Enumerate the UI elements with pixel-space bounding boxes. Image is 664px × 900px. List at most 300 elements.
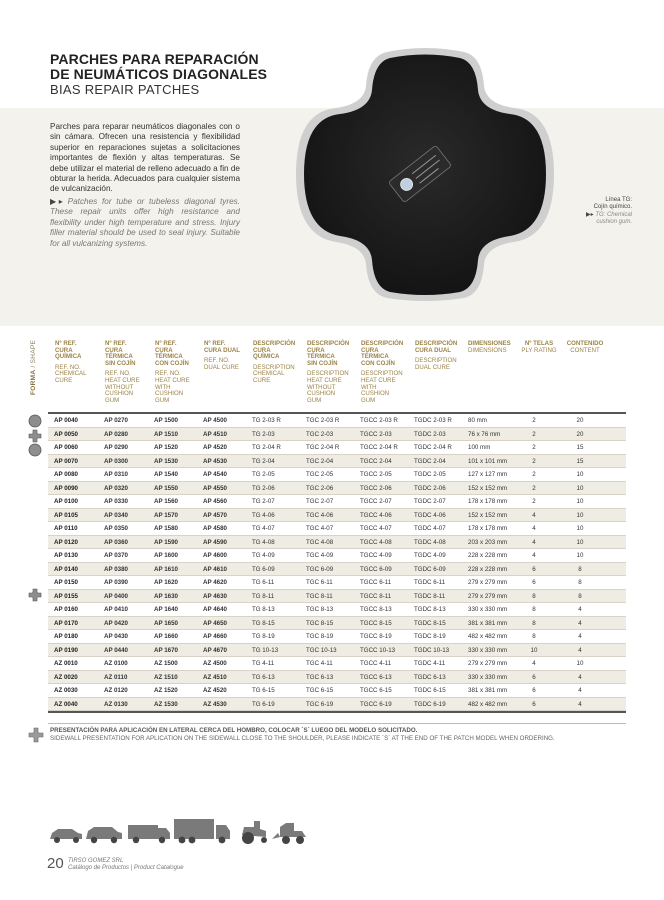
light-truck-icon <box>128 825 170 843</box>
table-cell: AP 1600 <box>154 552 178 559</box>
table-cell: 10 <box>576 552 584 559</box>
table-cell: AP 1590 <box>154 538 178 546</box>
table-cell: TG 6-09 <box>252 565 275 573</box>
table-cell: AP 0190 <box>54 646 78 654</box>
table-cell: TG 4-08 <box>252 538 275 546</box>
table-cell: TGCC 6-09 <box>360 565 392 573</box>
table-cell: AP 1640 <box>154 606 178 613</box>
table-cell: TGCC 2-03 <box>360 430 392 438</box>
table-cell: TG 2-07 <box>252 498 275 505</box>
table-cell: 330 x 330 mm <box>468 646 508 654</box>
table-cell: AP 0330 <box>104 498 128 505</box>
table-row <box>48 603 626 617</box>
table-cell: AP 0420 <box>104 619 128 627</box>
column-header-7 <box>415 341 457 371</box>
table-cell: TGDC 4-09 <box>414 552 446 559</box>
table-cell: TGCC 2-03 R <box>360 417 398 424</box>
table-cell: AP 1510 <box>154 430 178 438</box>
table-cell: AP 1530 <box>154 457 178 465</box>
table-cell: 10 <box>576 538 584 546</box>
table-cell: TGCC 2-04 R <box>360 444 398 451</box>
table-cell: AP 0100 <box>54 498 78 505</box>
column-header-5 <box>307 341 349 404</box>
table-cell: TGDC 4-08 <box>414 538 446 546</box>
suv-icon <box>86 827 122 843</box>
table-row <box>48 414 626 428</box>
caption-en-line2: cushion gum. <box>596 219 632 226</box>
table-row <box>48 590 626 604</box>
arrow-bullet-icon: ▶▸ <box>50 197 63 206</box>
product-table <box>48 412 626 713</box>
table-cell: AZ 1520 <box>154 687 178 694</box>
column-header-4 <box>253 341 295 385</box>
table-row <box>48 468 626 482</box>
table-cell: AP 4520 <box>203 444 227 451</box>
page-title-en: BIAS REPAIR PATCHES <box>50 82 200 97</box>
table-cell: AP 0440 <box>104 646 128 654</box>
table-cell: TGDC 2-04 <box>414 457 446 465</box>
table-cell: TG 4-06 <box>252 511 275 519</box>
column-header-es: Nº TELAS <box>524 340 554 347</box>
table-cell: AP 1500 <box>154 417 178 424</box>
table-cell: TGC 8-15 <box>306 619 334 627</box>
table-cell: AZ 0120 <box>104 687 128 694</box>
table-cell: AP 4650 <box>203 619 227 627</box>
table-cell: AP 0150 <box>54 579 78 586</box>
table-row <box>48 630 626 644</box>
caption-line2: Cojín químico. <box>593 204 632 211</box>
table-cell: AP 0390 <box>104 579 128 586</box>
table-cell: TG 6-19 <box>252 700 275 708</box>
table-cell: 8 <box>578 592 582 600</box>
table-cell: TGCC 2-07 <box>360 498 392 505</box>
table-cell: TGCC 4-06 <box>360 511 392 519</box>
table-cell: 6 <box>532 700 536 708</box>
table-cell: TGC 2-07 <box>306 498 334 505</box>
table-cell: TGCC 8-11 <box>360 592 392 600</box>
table-cell: TGC 8-19 <box>306 633 334 640</box>
table-cell: AP 4580 <box>203 525 227 532</box>
footer-catalogue: Catálogo de Productos | Product Catalogue <box>68 865 184 871</box>
table-cell: TG 2-04 R <box>252 444 281 451</box>
table-cell: 2 <box>532 484 536 492</box>
table-cell: 2 <box>532 498 536 505</box>
table-row <box>48 495 626 509</box>
table-cell: TGDC 4-06 <box>414 511 446 519</box>
tractor-icon <box>242 821 267 844</box>
table-cell: AZ 0030 <box>54 687 78 694</box>
table-cell: AP 0290 <box>104 444 128 451</box>
table-cell: 482 x 482 mm <box>468 633 508 640</box>
table-cell: AZ 4500 <box>203 660 227 667</box>
page-title-es-line1: PARCHES PARA REPARACIÓN <box>50 51 259 67</box>
table-cell: 15 <box>576 457 584 465</box>
table-header <box>0 338 664 410</box>
table-cell: TGDC 2-03 R <box>414 417 452 424</box>
table-cell: AP 0060 <box>54 444 78 451</box>
table-cell: AP 0430 <box>104 633 128 640</box>
table-cell: AP 0130 <box>54 552 78 559</box>
footer-info <box>68 858 184 872</box>
table-cell: 2 <box>532 444 536 451</box>
table-cell: 228 x 228 mm <box>468 552 508 559</box>
table-cell: TG 6-11 <box>252 579 275 586</box>
table-cell: 8 <box>578 565 582 573</box>
table-cell: AP 0410 <box>104 606 128 613</box>
truck-icon <box>174 819 230 843</box>
table-cell: TGDC 8-15 <box>414 619 446 627</box>
table-cell: AP 0360 <box>104 538 128 546</box>
table-cell: TGDC 6-13 <box>414 673 446 681</box>
table-cell: TGCC 8-13 <box>360 606 392 613</box>
table-cell: TGC 6-11 <box>306 579 333 586</box>
table-cell: 80 mm <box>468 417 487 424</box>
patch-caption <box>540 197 632 227</box>
table-cell: TGC 6-15 <box>306 687 334 694</box>
table-cell: TGCC 10-13 <box>360 646 396 654</box>
column-header-3 <box>204 341 240 371</box>
table-cell: 8 <box>532 606 536 613</box>
table-cell: AP 1650 <box>154 619 178 627</box>
table-cell: TGC 4-09 <box>306 552 334 559</box>
table-cell: TGC 8-13 <box>306 606 334 613</box>
table-row <box>48 549 626 563</box>
column-header-es: DIMENSIONES <box>468 340 511 347</box>
table-cell: 381 x 381 mm <box>468 619 508 627</box>
table-cell: AP 4530 <box>203 457 227 465</box>
table-row <box>48 684 626 698</box>
column-header-en: DESCRIPTION DUAL CURE <box>415 357 457 371</box>
table-cell: TGDC 2-03 <box>414 430 446 438</box>
table-cell: TG 10-13 <box>252 646 279 654</box>
table-cell: AP 4560 <box>203 498 227 505</box>
page-title-es-line2: DE NEUMÁTICOS DIAGONALES <box>50 66 268 82</box>
table-cell: AP 0280 <box>104 430 128 438</box>
table-cell: AP 0170 <box>54 619 78 627</box>
table-cell: 2 <box>532 417 536 424</box>
table-cell: AP 4510 <box>203 430 227 438</box>
round-patch-icon <box>28 443 42 457</box>
footer-company: TIRSO GOMEZ SRL <box>68 858 124 864</box>
table-cell: TGDC 2-05 <box>414 471 446 478</box>
table-cell: 279 x 279 mm <box>468 579 508 586</box>
footnote-es-text: PRESENTACIÓN PARA APLICACIÓN EN LATERAL CERCA DEL HOMBRO, COLOCAR `S´ LUEGO DEL MODELO SOLICITADO. <box>50 727 418 734</box>
table-cell: 76 x 76 mm <box>468 430 501 438</box>
column-header-en: DESCRIPTION CHEMICAL CURE <box>253 363 295 384</box>
table-cell: TGDC 4-07 <box>414 525 446 532</box>
table-cell: TGCC 4-09 <box>360 552 392 559</box>
table-cell: 4 <box>578 700 582 708</box>
table-cell: 4 <box>578 646 582 654</box>
table-cell: TG 8-13 <box>252 606 275 613</box>
table-cell: TGDC 2-06 <box>414 484 446 492</box>
table-cell: 381 x 381 mm <box>468 687 508 694</box>
table-cell: TG 6-13 <box>252 673 275 681</box>
table-cell: TG 8-19 <box>252 633 275 640</box>
table-cell: 8 <box>532 619 536 627</box>
table-row <box>48 617 626 631</box>
footnote-divider <box>48 723 626 724</box>
table-cell: 8 <box>578 579 582 586</box>
column-header-6 <box>361 341 403 404</box>
table-cell: TGCC 2-04 <box>360 457 392 465</box>
table-cell: TGC 4-07 <box>306 525 334 532</box>
table-cell: 228 x 228 mm <box>468 565 508 573</box>
table-cell: AZ 0130 <box>104 700 128 708</box>
table-cell: TGC 4-11 <box>306 660 333 667</box>
table-cell: AP 0380 <box>104 565 128 573</box>
table-cell: AP 0110 <box>54 525 78 532</box>
table-cell: TGC 6-13 <box>306 673 334 681</box>
table-cell: AP 1610 <box>154 565 178 573</box>
table-cell: TGDC 10-13 <box>414 646 450 654</box>
table-cell: AP 4500 <box>203 417 227 424</box>
table-cell: 178 x 178 mm <box>468 525 508 532</box>
table-cell: TG 4-09 <box>252 552 275 559</box>
table-cell: TGC 2-05 <box>306 471 334 478</box>
table-cell: 4 <box>532 525 536 532</box>
table-cell: 10 <box>576 525 584 532</box>
loader-icon <box>272 823 306 844</box>
table-cell: TGCC 2-05 <box>360 471 392 478</box>
shape-label-sep: / <box>30 363 37 370</box>
column-header-8 <box>468 341 511 354</box>
intro-text-es: Parches para reparar neumáticos diagonales con o sin cámara. Ofrecen una resistencia y flexibilidad superior en reparaciones sujetas a solicitaciones importantes de flexión y altas temperaturas. Se debe utilizar el material de relleno adecuado a fin de obturar la herida. Adecuados para cualquier sistema de vulcanización. <box>50 122 240 194</box>
table-cell: TGDC 8-11 <box>414 592 446 600</box>
table-cell: AP 0140 <box>54 565 78 573</box>
table-cell: TGC 8-11 <box>306 592 333 600</box>
table-cell: 4 <box>532 660 536 667</box>
table-cell: AZ 0040 <box>54 700 78 708</box>
table-row <box>48 698 626 712</box>
table-cell: AP 0300 <box>104 457 128 465</box>
column-header-es: Nº REF. CURA TÉRMICA SIN COJÍN <box>105 340 136 367</box>
table-cell: TGC 6-09 <box>306 565 334 573</box>
table-cell: TGCC 4-08 <box>360 538 392 546</box>
table-cell: TGDC 6-19 <box>414 700 446 708</box>
footnote-es <box>50 727 650 735</box>
column-header-0 <box>55 341 87 385</box>
table-cell: 10 <box>576 484 584 492</box>
sidewall-patch-icon <box>28 727 44 743</box>
table-bottom-rule <box>48 711 626 713</box>
table-cell: 482 x 482 mm <box>468 700 508 708</box>
table-cell: TGC 2-03 R <box>306 417 340 424</box>
intro-text-en-body: Patches for tube or tubeless diagonal tyres. These repair units offer high resistance and flexibility under high temperature and stress. Injury filler material should be used to seal injury. Suitable for all vulcanizing systems. <box>50 197 240 248</box>
table-cell: AP 4670 <box>203 646 227 654</box>
table-cell: AZ 4510 <box>203 673 227 681</box>
table-cell: AZ 1510 <box>154 673 178 681</box>
cross-patch-illustration <box>292 46 558 302</box>
column-header-es: DESCRIPCIÓN CURA QUÍMICA <box>253 340 296 361</box>
footnote <box>50 727 650 743</box>
table-cell: AP 0155 <box>54 592 78 600</box>
table-cell: AP 0040 <box>54 417 78 424</box>
column-header-es: DESCRIPCIÓN CURA TÉRMICA SIN COJÍN <box>307 340 350 367</box>
column-header-en: DIMENSIONS <box>468 346 507 354</box>
table-cell: AP 0400 <box>104 592 128 600</box>
table-cell: 15 <box>576 444 584 451</box>
table-cell: TG 2-05 <box>252 471 275 478</box>
table-cell: AP 0370 <box>104 552 128 559</box>
table-cell: 279 x 279 mm <box>468 660 508 667</box>
table-cell: AZ 1500 <box>154 660 178 667</box>
table-cell: TGCC 8-19 <box>360 633 392 640</box>
table-cell: 6 <box>532 565 536 573</box>
table-cell: TGCC 2-06 <box>360 484 392 492</box>
column-header-9 <box>514 341 564 354</box>
car-icon <box>50 829 82 843</box>
table-cell: 330 x 330 mm <box>468 673 508 681</box>
cross-patch-icon <box>28 588 42 602</box>
table-cell: AP 0320 <box>104 484 128 492</box>
table-cell: TGDC 6-15 <box>414 687 446 694</box>
table-cell: 6 <box>532 673 536 681</box>
round-patch-icon <box>28 414 42 428</box>
table-cell: 20 <box>576 417 584 424</box>
page-number: 20 <box>47 855 64 872</box>
column-header-en: REF. NO. CHEMICAL CURE <box>55 363 87 384</box>
table-cell: 4 <box>578 619 582 627</box>
column-header-es: CONTENIDO <box>566 340 604 347</box>
table-cell: AP 1660 <box>154 633 178 640</box>
table-cell: AZ 0110 <box>104 673 128 681</box>
table-cell: TGC 2-06 <box>306 484 334 492</box>
cross-patch-icon <box>28 429 42 443</box>
table-cell: AP 0050 <box>54 430 78 438</box>
table-cell: TG 8-15 <box>252 619 275 627</box>
table-cell: TGC 2-03 <box>306 430 334 438</box>
table-cell: AP 0350 <box>104 525 128 532</box>
table-row <box>48 428 626 442</box>
caption-en <box>540 212 632 227</box>
table-cell: 4 <box>578 633 582 640</box>
table-cell: AP 1560 <box>154 498 178 505</box>
table-cell: AP 4590 <box>203 538 227 546</box>
table-cell: 2 <box>532 430 536 438</box>
table-cell: 6 <box>532 687 536 694</box>
table-cell: 178 x 178 mm <box>468 498 508 505</box>
table-cell: AP 1620 <box>154 579 178 586</box>
table-cell: 4 <box>532 538 536 546</box>
table-cell: 330 x 330 mm <box>468 606 508 613</box>
shape-label-es: FORMA <box>30 369 37 395</box>
column-header-es: Nº REF. CURA TÉRMICA CON COJÍN <box>155 340 189 367</box>
table-cell: 10 <box>576 511 584 519</box>
table-cell: 4 <box>578 687 582 694</box>
table-cell: 4 <box>532 552 536 559</box>
column-header-en: DESCRIPTION HEAT CURE WITH CUSHION GUM <box>361 370 403 404</box>
caption-en-line1: TG: Chemical <box>595 211 632 218</box>
column-header-10 <box>560 341 610 354</box>
table-cell: AP 4640 <box>203 606 227 613</box>
table-cell: 100 mm <box>468 444 491 451</box>
table-cell: TG 4-11 <box>252 660 275 667</box>
table-cell: AP 4610 <box>203 565 227 573</box>
table-cell: 10 <box>576 660 584 667</box>
table-cell: TGDC 2-07 <box>414 498 446 505</box>
table-cell: AZ 1530 <box>154 700 178 708</box>
table-cell: TGCC 4-07 <box>360 525 392 532</box>
table-row <box>48 509 626 523</box>
table-cell: TGCC 6-15 <box>360 687 392 694</box>
table-cell: 6 <box>532 579 536 586</box>
table-cell: 101 x 101 mm <box>468 457 508 465</box>
title-block <box>50 52 267 97</box>
table-cell: TGDC 2-04 R <box>414 444 452 451</box>
table-cell: TGDC 6-11 <box>414 579 446 586</box>
table-cell: TG 2-04 <box>252 457 275 465</box>
table-cell: TGDC 8-19 <box>414 633 446 640</box>
table-cell: AP 4660 <box>203 633 227 640</box>
table-cell: AP 0080 <box>54 471 78 478</box>
table-cell: 10 <box>576 471 584 478</box>
table-cell: 10 <box>530 646 538 654</box>
table-cell: AP 0105 <box>54 511 78 519</box>
table-cell: TGDC 4-11 <box>414 660 446 667</box>
table-cell: AZ 0010 <box>54 660 78 667</box>
table-cell: 4 <box>532 511 536 519</box>
table-cell: TG 2-03 <box>252 430 275 438</box>
table-row <box>48 671 626 685</box>
table-cell: TGCC 6-11 <box>360 579 392 586</box>
table-cell: TGCC 8-15 <box>360 619 392 627</box>
table-cell: TGCC 6-19 <box>360 700 392 708</box>
table-cell: AP 0310 <box>104 471 128 478</box>
table-row <box>48 522 626 536</box>
table-cell: TGC 4-06 <box>306 511 334 519</box>
table-cell: TG 8-11 <box>252 592 275 600</box>
table-cell: 8 <box>532 633 536 640</box>
table-cell: AP 0340 <box>104 511 128 519</box>
table-cell: TGC 4-08 <box>306 538 334 546</box>
table-cell: AP 1580 <box>154 525 178 532</box>
column-header-es: Nº REF. CURA DUAL <box>204 340 240 354</box>
column-header-1 <box>105 341 140 404</box>
table-row <box>48 576 626 590</box>
table-cell: 279 x 279 mm <box>468 592 508 600</box>
table-cell: AP 1520 <box>154 444 178 451</box>
column-header-en: CONTENT <box>570 346 600 354</box>
table-cell: TG 6-15 <box>252 687 275 694</box>
table-cell: TGCC 6-13 <box>360 673 392 681</box>
column-header-es: Nº REF. CURA QUÍMICA <box>55 340 82 361</box>
arrow-bullet-icon: ▶▸ <box>586 211 594 218</box>
table-cell: TGC 2-04 <box>306 457 334 465</box>
table-cell: TG 2-03 R <box>252 417 281 424</box>
table-row <box>48 441 626 455</box>
table-cell: AP 4540 <box>203 471 227 478</box>
table-row <box>48 482 626 496</box>
table-cell: 127 x 127 mm <box>468 471 508 478</box>
table-cell: AP 4570 <box>203 511 227 519</box>
table-cell: AP 1570 <box>154 511 178 519</box>
table-cell: 152 x 152 mm <box>468 484 508 492</box>
table-cell: AP 0160 <box>54 606 78 613</box>
table-cell: TGC 6-19 <box>306 700 334 708</box>
table-cell: TGC 10-13 <box>306 646 337 654</box>
column-header-2 <box>155 341 190 404</box>
table-cell: 8 <box>532 592 536 600</box>
table-cell: TGDC 8-13 <box>414 606 446 613</box>
table-cell: AP 4550 <box>203 484 227 492</box>
table-cell: AP 1540 <box>154 471 178 478</box>
table-cell: TG 2-06 <box>252 484 275 492</box>
column-header-en: DESCRIPTION HEAT CURE WITHOUT CUSHION GUM <box>307 370 349 404</box>
column-header-en: PLY RATING <box>521 346 557 354</box>
table-cell: 20 <box>576 430 584 438</box>
intro-text-en <box>50 197 240 249</box>
